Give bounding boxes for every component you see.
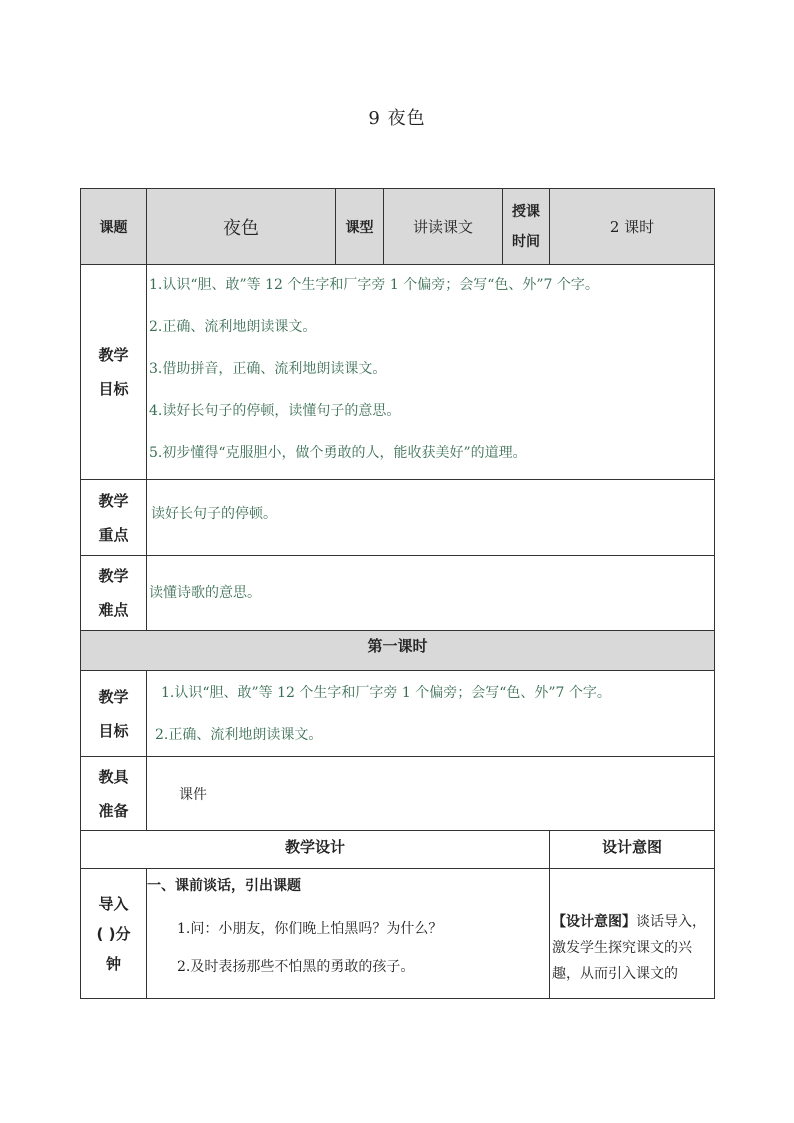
tools-row (81, 757, 715, 831)
lesson-label: 课题 (81, 189, 147, 265)
intro-intent (550, 869, 715, 999)
intro-row (81, 869, 715, 999)
lesson1-goal-item: 1.认识“胆、敢”等 12 个生字和厂字旁 1 个偏旁；会写“色、外”7 个字。 (161, 684, 611, 701)
key-point-row (81, 480, 715, 556)
goal-item: 2.正确、流利地朗读课文。 (149, 319, 317, 335)
tools-label (81, 757, 147, 831)
lesson1-goals-label (81, 671, 147, 757)
goals-label (81, 265, 147, 480)
difficulty-text: 读懂诗歌的意思。 (149, 585, 261, 601)
intent-col-header: 设计意图 (550, 831, 715, 869)
tools-value: 课件 (147, 757, 715, 831)
intro-step: 2.及时表扬那些不怕黑的勇敢的孩子。 (177, 959, 415, 975)
intro-label (81, 869, 147, 999)
lesson1-goal-item: 2.正确、流利地朗读课文。 (155, 726, 323, 743)
goal-item: 1.认识“胆、敢”等 12 个生字和厂字旁 1 个偏旁；会写“色、外”7 个字。 (149, 277, 599, 293)
difficulty-label (81, 556, 147, 631)
design-header-row (81, 831, 715, 869)
lesson1-heading-row (81, 631, 715, 671)
tools-label-line2: 准备 (98, 801, 129, 820)
difficulty-label-line2: 难点 (98, 601, 129, 619)
design-col-header: 教学设计 (81, 831, 550, 869)
intro-label-line2: ( )分 (96, 924, 131, 943)
time-label-line1: 授课 (512, 203, 540, 220)
difficulty-label-line1: 教学 (98, 567, 129, 585)
intent-text-block (550, 909, 714, 987)
goal-item: 4.读好长句子的停顿，读懂句子的意思。 (149, 403, 401, 419)
goal-item: 3.借助拼音，正确、流利地朗读课文。 (149, 361, 387, 377)
difficulty-cell (147, 556, 715, 631)
page-title: 9 夜色 (368, 108, 426, 129)
intro-label-line1: 导入 (98, 894, 129, 913)
goal-item: 5.初步懂得“克服胆小，做个勇敢的人，能收获美好”的道理。 (149, 445, 527, 461)
info-row (81, 189, 715, 265)
goals-row (81, 265, 715, 480)
type-value: 讲读课文 (384, 189, 503, 265)
goals-label-line2: 目标 (98, 380, 129, 398)
difficulty-row (81, 556, 715, 631)
lesson-value: 夜色 (147, 189, 336, 265)
intent-text: 谈话导入，激发学生探究课文的兴趣，从而引入课文的 (552, 914, 706, 982)
key-point-text: 读好长句子的停顿。 (151, 505, 277, 522)
key-point-label-line1: 教学 (98, 491, 129, 510)
goals-list (147, 265, 715, 480)
intent-tag: 【设计意图】 (552, 914, 636, 930)
key-point-cell (147, 480, 715, 556)
tools-label-line1: 教具 (98, 767, 129, 786)
key-point-label-line2: 重点 (98, 525, 129, 544)
lesson1-goals-list (147, 671, 715, 757)
lesson1-heading: 第一课时 (81, 631, 715, 671)
key-point-label (81, 480, 147, 556)
intro-content (147, 869, 550, 999)
lesson1-goals-row (81, 671, 715, 757)
intro-section-title: 一、课前谈话，引出课题 (147, 878, 301, 894)
time-label-line2: 时间 (512, 233, 540, 250)
lesson-plan-table (80, 188, 715, 999)
intro-label-line3: 钟 (105, 954, 121, 973)
type-label: 课型 (336, 189, 384, 265)
goals-label-line1: 教学 (98, 346, 129, 364)
lesson1-goals-label-line2: 目标 (98, 721, 129, 740)
time-value: 2 课时 (550, 189, 715, 265)
lesson1-goals-label-line1: 教学 (98, 687, 129, 706)
time-label (503, 189, 550, 265)
intro-step: 1.问：小朋友，你们晚上怕黑吗？为什么？ (177, 921, 443, 937)
